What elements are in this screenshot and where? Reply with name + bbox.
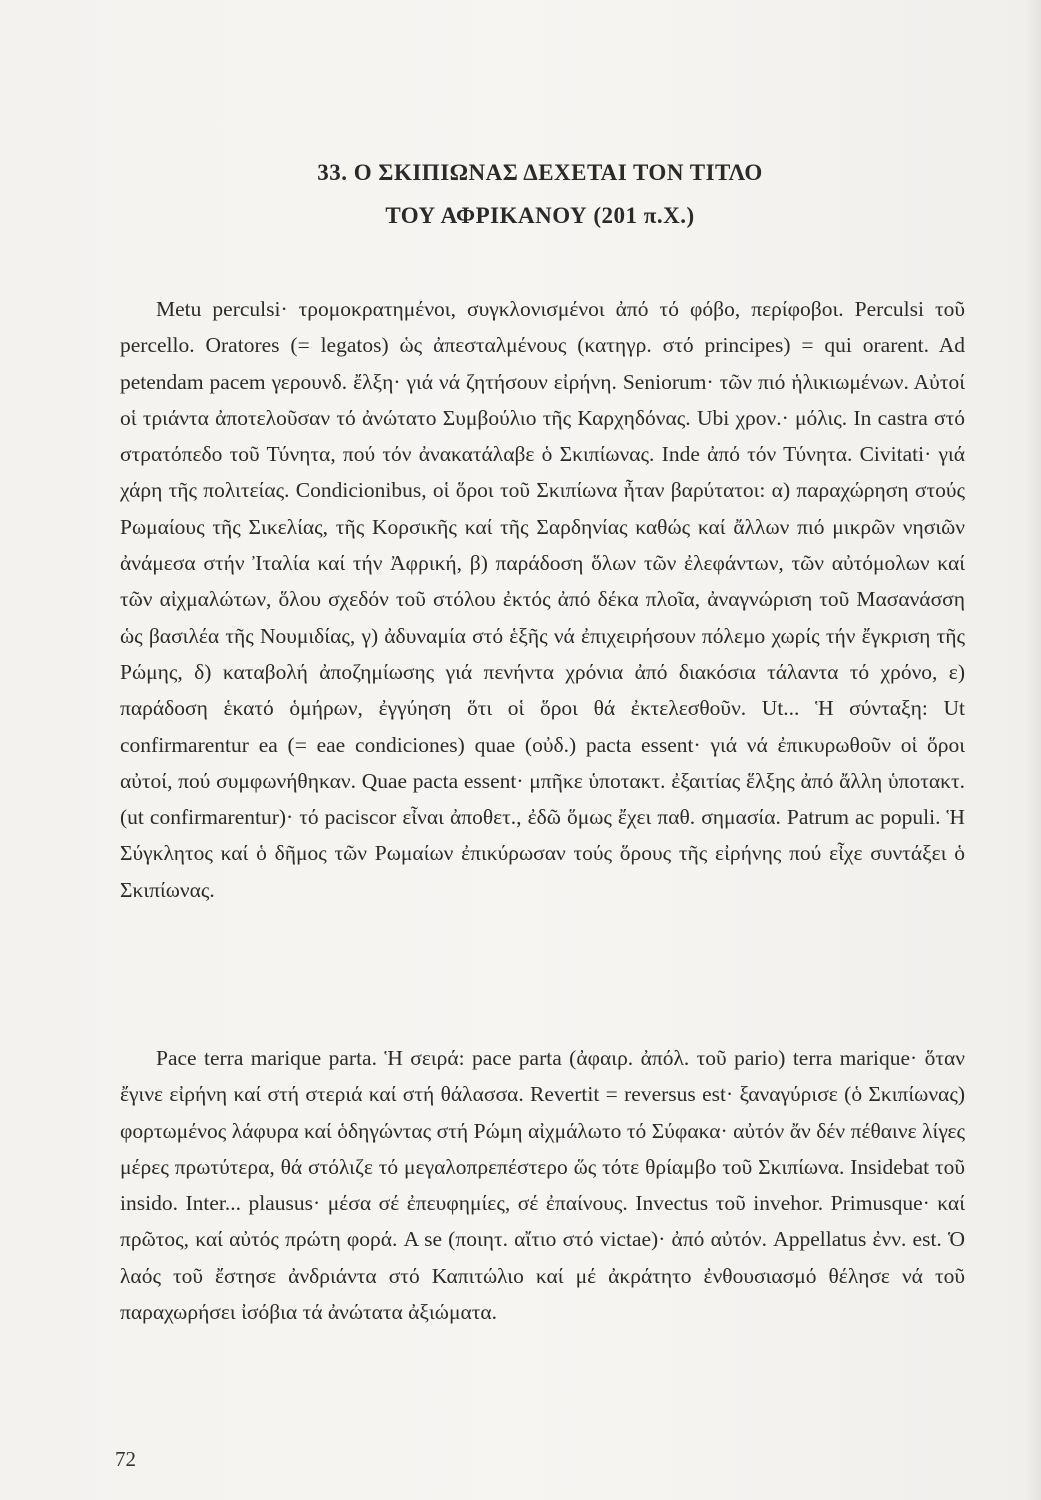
paragraph-text: Metu perculsi· τρομοκρατημένοι, συγκλονισμένοι ἀπό τό φόβο, περίφοβοι. Perculsi τοῦ percello. Oratores (= legatos) ὡς ἀπεσταλμένους (κατηγρ. στό principes) = qui orarent. Ad petendam pacem γερουνδ. ἔλξη· γιά νά ζητήσουν εἰρήνη. Seniorum· τῶν πιό ἡλικιωμένων. Αὐτοί οἱ τριάντα ἀποτελοῦσαν τό ἀνώτατο Συμβούλιο τῆς Καρχηδόνας. Ubi χρον.· μόλις. In castra στό στρατόπεδο τοῦ Τύνητα, πού τόν ἀνακατάλαβε ὁ Σκιπίωνας. Inde ἀπό τόν Τύνητα. Civitati· γιά χάρη τῆς πολιτείας. Condicionibus, οἱ ὅροι τοῦ Σκιπίωνα ἦταν βαρύτατοι: α) παραχώρηση στούς Ρωμαίους τῆς Σικελίας, τῆς Κορσικῆς καί τῆς Σαρδηνίας καθώς καί ἄλλων πιό μικρῶν νησιῶν ἀνάμεσα στήν Ἰταλία καί τήν Ἀφρική, β) παράδοση ὅλων τῶν ἐλεφάντων, τῶν αὐτόμολων καί τῶν αἰχμαλώτων, ὅλου σχεδόν τοῦ στόλου ἐκτός ἀπό δέκα πλοῖα, ἀναγνώριση τοῦ Μασανάσση ὡς βασιλέα τῆς Νουμιδίας, γ) ἀδυναμία στό ἑξῆς νά ἐπιχειρήσουν πόλεμο χωρίς τήν ἔγκριση τῆς Ρώμης, δ) καταβολή ἀποζημίωσης γιά πενήντα χρόνια ἀπό διακόσια τάλαντα τό χρόνο, ε) παράδοση ἑκατό ὁμήρων, ἐγγύηση ὅτι οἱ ὅροι θά ἐκτελεσθοῦν. Ut... Ἡ σύνταξη: Ut confirmarentur ea (= eae condiciones) quae (οὐδ.) pacta essent· γιά νά ἐπικυρωθοῦν οἱ ὅροι αὐτοί, πού συμφωνήθηκαν. Quae pacta essent· μπῆκε ὑποτακτ. ἐξαιτίας ἕλξης ἀπό ἄλλη ὑποτακτ. (ut confirmarentur)· τό paciscor εἶναι ἀποθετ., ἐδῶ ὅμως ἔχει παθ. σημασία. Patrum ac populi. Ἡ Σύγκλητος καί ὁ δῆμος τῶν Ρωμαίων ἐπικύρωσαν τούς ὅρους τῆς εἰρήνης πού εἶχε συντάξει ὁ Σκιπίωνας. <box>120 297 965 902</box>
chapter-title-line-1: 33. Ο ΣΚΙΠΙΩΝΑΣ ΔΕΧΕΤΑΙ ΤΟΝ ΤΙΤΛΟ <box>317 160 763 185</box>
page-edge-shadow <box>1025 0 1041 1500</box>
commentary-paragraph-1 <box>120 291 965 908</box>
commentary-paragraph-2 <box>120 1040 965 1330</box>
chapter-title-line-2: ΤΟΥ ΑΦΡΙΚΑΝΟΥ (201 π.Χ.) <box>385 203 695 228</box>
page-number: 72 <box>115 1447 136 1471</box>
paragraph-text: Pace terra marique parta. Ἡ σειρά: pace parta (ἀφαιρ. ἀπόλ. τοῦ pario) terra marique· ὅταν ἔγινε εἰρήνη καί στή στεριά καί στή θάλασσα. Revertit = reversus est· ξαναγύρισε (ὁ Σκιπίωνας) φορτωμένος λάφυρα καί ὁδηγώντας στή Ρώμη αἰχμάλωτο τό Σύφακα· αὐτόν ἄν δέν πέθαινε λίγες μέρες πρωτύτερα, θά στόλιζε τό μεγαλοπρεπέστερο ὥς τότε θρίαμβο τοῦ Σκιπίωνα. Insidebat τοῦ insido. Inter... plausus· μέσα σέ ἐπευφημίες, σέ ἐπαίνους. Invectus τοῦ invehor. Primusque· καί πρῶτος, καί αὐτός πρώτη φορά. A se (ποιητ. αἴτιο στό victae)· ἀπό αὐτόν. Appellatus ἐνν. est. Ὁ λαός τοῦ ἔστησε ἀνδριάντα στό Καπιτώλιο καί μέ ἀκράτητο ἐνθουσιασμό θέλησε νά τοῦ παραχωρήσει ἰσόβια τά ἀνώτατα ἀξιώματα. <box>120 1046 965 1325</box>
